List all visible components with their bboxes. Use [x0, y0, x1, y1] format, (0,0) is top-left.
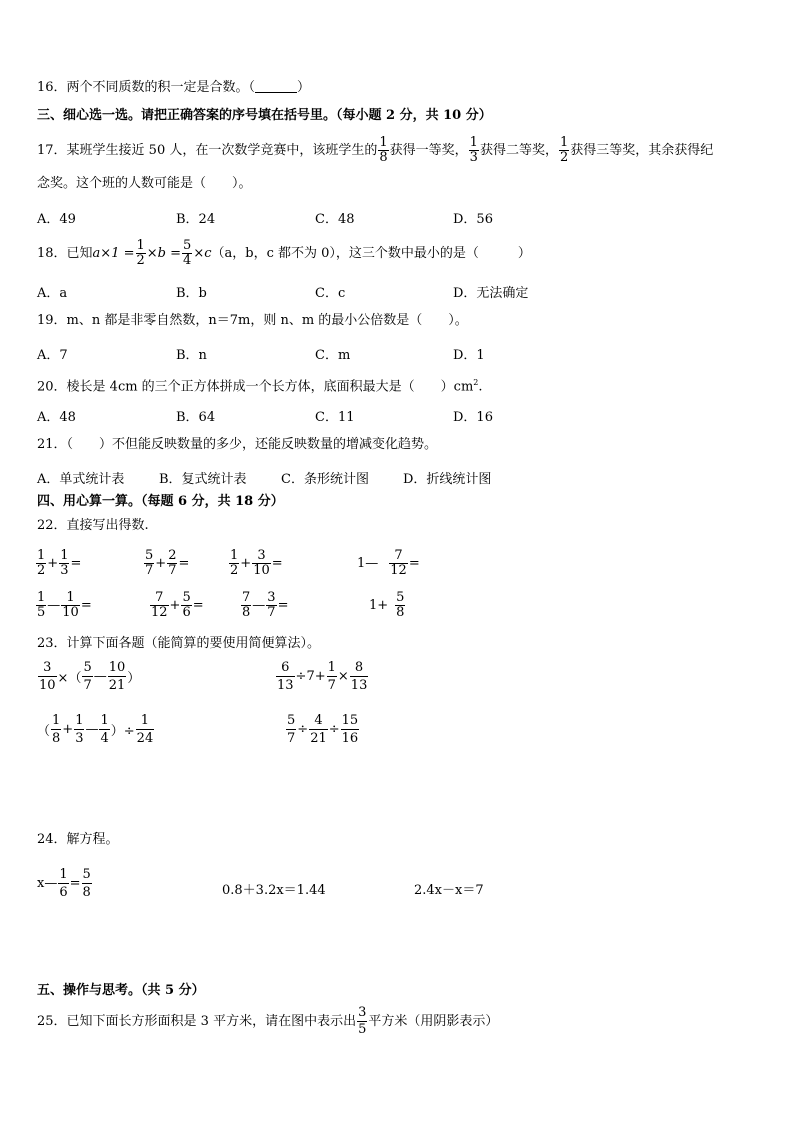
question-21: 21．（ ）不但能反映数量的多少，还能反映数量的增减变化趋势。 [37, 437, 438, 452]
question-17: 17．某班学生接近 50 人，在一次数学竞赛中，该班学生的 $\frac{1}{8}$ 获得一等奖， $\frac{1}{3}$ 获得二等奖， $\frac{1}{2}$ 获得三等奖，其余获得纪 [37, 135, 714, 165]
expression: $\frac{5}{7}$ ÷ $\frac{4}{21}$ ÷ $\frac{15}{16}$ [287, 713, 359, 746]
expression: 1+ $\frac{5}{8}$ [369, 590, 405, 620]
fraction: $\frac{1}{3}$ [469, 135, 478, 165]
option-c[interactable]: C．c [315, 286, 346, 301]
expression: $\frac{6}{13}$ ÷7+ $\frac{1}{7}$ × $\frac{8}{13}$ [277, 660, 368, 693]
expression: $\frac{7}{8}$ — $\frac{3}{7}$ = [242, 590, 289, 620]
fraction: $\frac{1}{2}$ [559, 135, 569, 165]
expression: $\frac{1}{2}$ + $\frac{1}{3}$ = [37, 548, 82, 578]
question-22-title: 22．直接写出得数. [37, 518, 149, 533]
option-a[interactable]: A．49 [37, 212, 76, 227]
equation: 2.4x－x＝7 [414, 883, 484, 898]
question-18: 18．已知a×1 = $\frac{1}{2}$ ×b = $\frac{5}{4}$ ×c（a，b，c 都不为 0），这三个数中最小的是（ ） [37, 238, 531, 268]
fraction: $\frac{1}{8}$ [379, 135, 388, 165]
question-17-line2: 念奖。这个班的人数可能是（ ）。 [37, 176, 252, 191]
fraction: $\frac{1}{2}$ [136, 238, 145, 268]
option-a[interactable]: A．单式统计表 [37, 472, 125, 487]
option-c[interactable]: C．条形统计图 [281, 472, 369, 487]
option-d[interactable]: D．16 [453, 410, 493, 425]
option-b[interactable]: B．n [176, 348, 207, 363]
option-c[interactable]: C．m [315, 348, 351, 363]
equation: x— $\frac{1}{6}$ = $\frac{5}{8}$ [37, 867, 91, 900]
option-b[interactable]: B．b [176, 286, 207, 301]
option-d[interactable]: D．56 [453, 212, 493, 227]
option-a[interactable]: A．48 [37, 410, 76, 425]
option-d[interactable]: D．折线统计图 [403, 472, 492, 487]
option-b[interactable]: B．64 [176, 410, 216, 425]
question-23-title: 23．计算下面各题（能简算的要使用简便算法）。 [37, 636, 321, 651]
option-b[interactable]: B．24 [176, 212, 216, 227]
option-d[interactable]: D．无法确定 [453, 286, 529, 301]
option-b[interactable]: B．复式统计表 [159, 472, 247, 487]
question-25: 25．已知下面长方形面积是 3 平方米，请在图中表示出 $\frac{3}{5}$ 平方米（用阴影表示） [37, 1005, 499, 1037]
option-c[interactable]: C．48 [315, 212, 355, 227]
question-20: 20．棱长是 4cm 的三个正方体拼成一个长方体，底面积最大是（ ）$cm^2$. [37, 378, 483, 395]
question-24-title: 24．解方程。 [37, 832, 119, 847]
answer-blank[interactable] [255, 80, 297, 93]
section-3-title: 三、细心选一选。请把正确答案的序号填在括号里。（每小题 2 分，共 10 分） [37, 108, 492, 123]
fraction: $\frac{3}{5}$ [358, 1005, 367, 1037]
option-d[interactable]: D．1 [453, 348, 485, 363]
expression: $\frac{7}{12}$ + $\frac{5}{6}$ = [151, 590, 204, 620]
question-19: 19．m、n 都是非零自然数，n＝7m，则 n、m 的最小公倍数是（ ）。 [37, 313, 468, 328]
section-5-title: 五、操作与思考。（共 5 分） [37, 983, 205, 998]
expression: （ $\frac{1}{8}$ + $\frac{1}{3}$ — $\frac{1}{4}$ ）÷ $\frac{1}{24}$ [37, 713, 154, 746]
equation: 0.8＋3.2x＝1.44 [222, 883, 326, 898]
expression: $\frac{3}{10}$ ×（ $\frac{5}{7}$ — $\frac{10}{21}$ ） [39, 660, 141, 693]
option-a[interactable]: A．a [37, 286, 68, 301]
question-16: 16．两个不同质数的积一定是合数。（ ） [37, 80, 311, 95]
expression: 1— $\frac{7}{12}$ = [357, 548, 420, 578]
option-c[interactable]: C．11 [315, 410, 355, 425]
option-a[interactable]: A．7 [37, 348, 68, 363]
fraction: $\frac{5}{4}$ [183, 238, 192, 268]
expression: $\frac{1}{5}$ — $\frac{1}{10}$ = [37, 590, 92, 620]
expression: $\frac{5}{7}$ + $\frac{2}{7}$ = [145, 548, 190, 578]
section-4-title: 四、用心算一算。（每题 6 分，共 18 分） [37, 494, 284, 509]
expression: $\frac{1}{2}$ + $\frac{3}{10}$ = [230, 548, 283, 578]
